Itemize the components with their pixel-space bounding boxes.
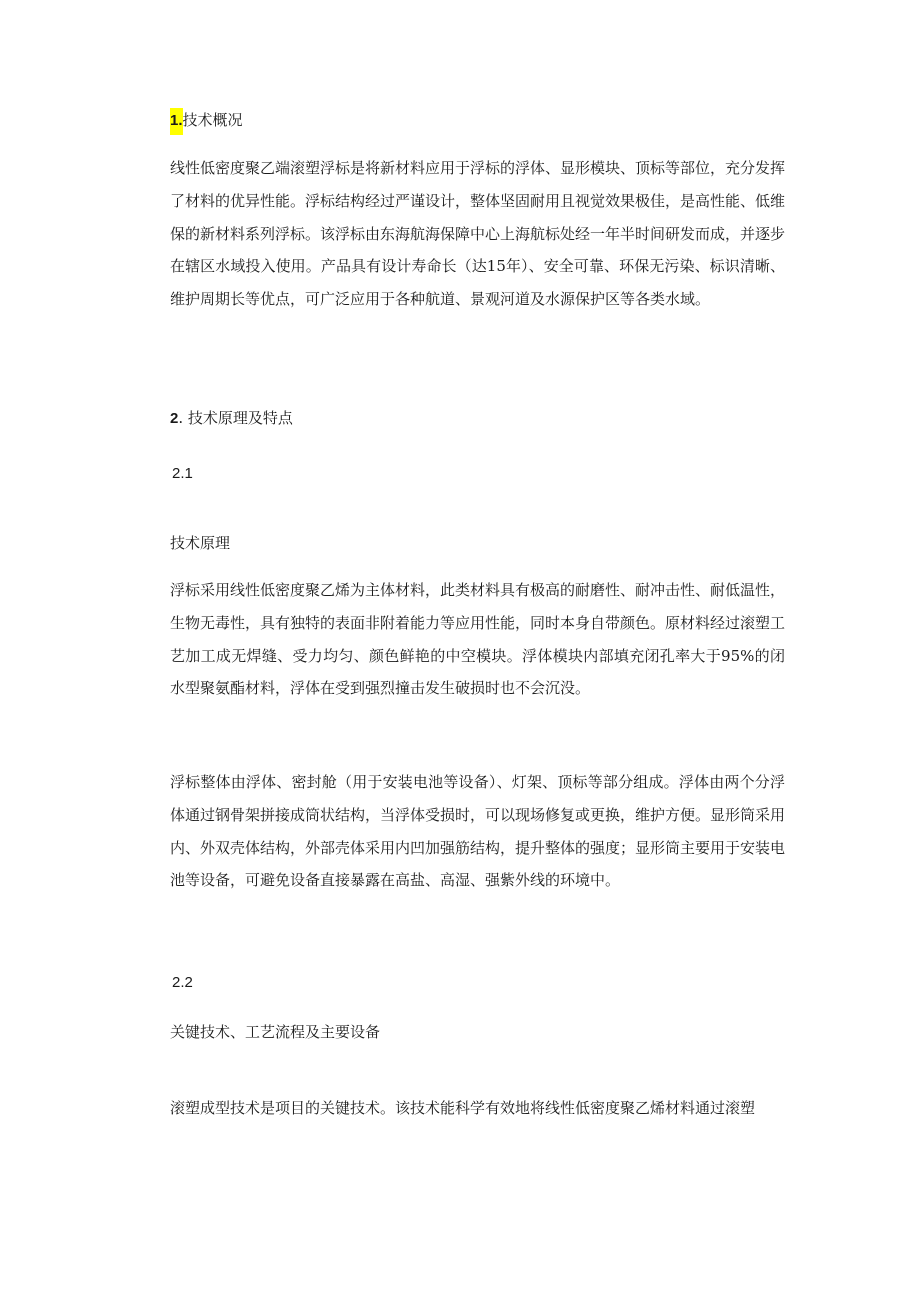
- subsection-2-1-title: 技术原理: [170, 534, 231, 552]
- section-2-title: . 技术原理及特点: [178, 409, 293, 427]
- section-1-paragraph: 线性低密度聚乙端滚塑浮标是将新材料应用于浮标的浮体、显形模块、顶标等部位，充分发挥了材料的优异性能。浮标结构经过严谨设计，整体坚固耐用且视觉效果极佳，是高性能、低维保的新材料系列浮标。该浮标由东海航海保障中心上海航标处经一年半时间研发而成，并逐步在辖区水域投入使用。产品具有设计寿命长（达15年）、安全可靠、环保无污染、标识清晰、维护周期长等优点，可广泛应用于各种航道、景观河道及水源保护区等各类水域。: [170, 159, 786, 309]
- section-1-title: 技术概况: [182, 111, 243, 129]
- section-2-heading: [170, 406, 293, 431]
- subsection-2-1-number: 2.1: [172, 465, 193, 482]
- section-1-number-highlighted: 1.: [170, 108, 183, 135]
- subsection-2-2-number: 2.2: [172, 974, 193, 991]
- section-2-number: 2: [170, 410, 179, 427]
- section-1-heading: [170, 108, 243, 133]
- subsection-2-2-title: 关键技术、工艺流程及主要设备: [170, 1023, 381, 1041]
- subsection-2-2-paragraph-1: 滚塑成型技术是项目的关键技术。该技术能科学有效地将线性低密度聚乙烯材料通过滚塑: [170, 1099, 756, 1117]
- subsection-2-1-paragraph-1: 浮标采用线性低密度聚乙烯为主体材料，此类材料具有极高的耐磨性、耐冲击性、耐低温性，生物无毒性，具有独特的表面非附着能力等应用性能，同时本身自带颜色。原材料经过滚塑工艺加工成无焊缝、受力均匀、颜色鲜艳的中空模块。浮体模块内部填充闭孔率大于95%的闭水型聚氨酯材料，浮体在受到强烈撞击发生破损时也不会沉没。: [170, 581, 786, 698]
- subsection-2-1-paragraph-2: 浮标整体由浮体、密封舱（用于安装电池等设备）、灯架、顶标等部分组成。浮体由两个分浮体通过钢骨架拼接成筒状结构，当浮体受损时，可以现场修复或更换，维护方便。显形筒采用内、外双壳体结构，外部壳体采用内凹加强筋结构，提升整体的强度；显形筒主要用于安装电池等设备，可避免设备直接暴露在高盐、高湿、强紫外线的环境中。: [170, 773, 786, 890]
